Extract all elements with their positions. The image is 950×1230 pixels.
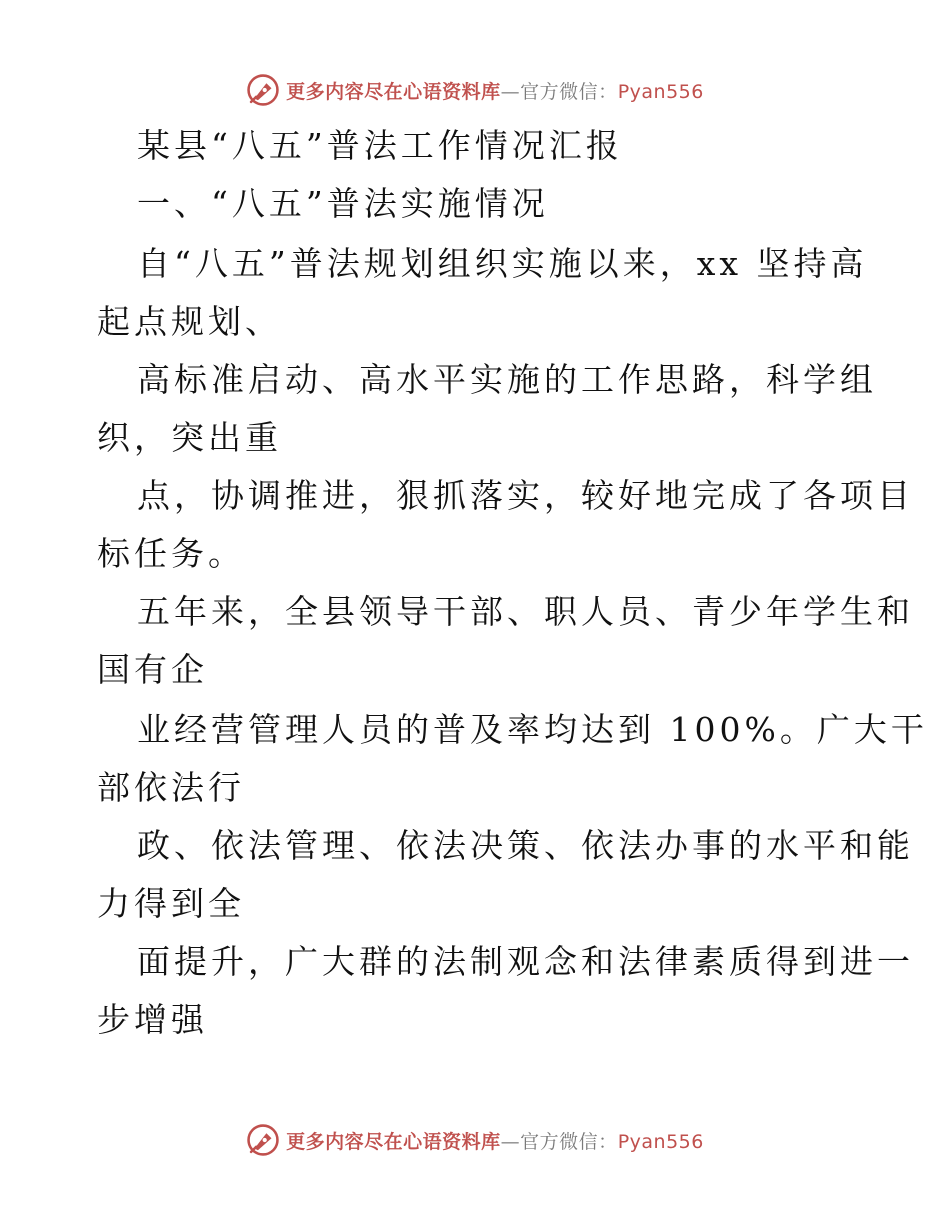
paragraph-line: 部依法行 [97, 768, 245, 807]
paragraph-line: 织，突出重 [97, 418, 282, 457]
paragraph-line: 步增强 [97, 1000, 208, 1039]
pen-nib-logo-icon [246, 73, 280, 107]
watermark-text [286, 1127, 704, 1154]
paragraph-line: 起点规划、 [97, 302, 282, 341]
watermark-separator: — [500, 80, 521, 103]
paragraph-line: 五年来，全县领导干部、职人员、青少年学生和 [137, 592, 914, 631]
watermark-main-text: 更多内容尽在心语资料库 [286, 1130, 501, 1153]
watermark-separator: — [500, 1130, 521, 1153]
paragraph-line: 力得到全 [97, 884, 245, 923]
section-heading: 一、“八五”普法实施情况 [137, 184, 549, 223]
paragraph-line: 面提升，广大群的法制观念和法律素质得到进一 [137, 942, 914, 981]
watermark-wechat-id: Pyan556 [617, 1130, 704, 1153]
header-watermark [0, 70, 950, 110]
watermark-wechat-label: 官方微信： [520, 80, 618, 103]
paragraph-line: 标任务。 [97, 534, 245, 573]
watermark-wechat-id: Pyan556 [617, 80, 704, 103]
paragraph-line: 国有企 [97, 650, 208, 689]
paragraph-line: 高标准启动、高水平实施的工作思路，科学组 [137, 360, 877, 399]
paragraph-line: 自“八五”普法规划组织实施以来，xx 坚持高 [137, 244, 868, 283]
paragraph-line: 业经营管理人员的普及率均达到 100%。广大干 [137, 710, 928, 749]
footer-watermark [0, 1120, 950, 1160]
watermark-wechat-label: 官方微信： [520, 1130, 618, 1153]
paragraph-line: 点，协调推进，狠抓落实，较好地完成了各项目 [137, 476, 914, 515]
paragraph-line: 政、依法管理、依法决策、依法办事的水平和能 [137, 826, 914, 865]
document-title: 某县“八五”普法工作情况汇报 [137, 126, 623, 165]
watermark-main-text: 更多内容尽在心语资料库 [286, 80, 501, 103]
pen-nib-logo-icon [246, 1123, 280, 1157]
watermark-text [286, 77, 704, 104]
